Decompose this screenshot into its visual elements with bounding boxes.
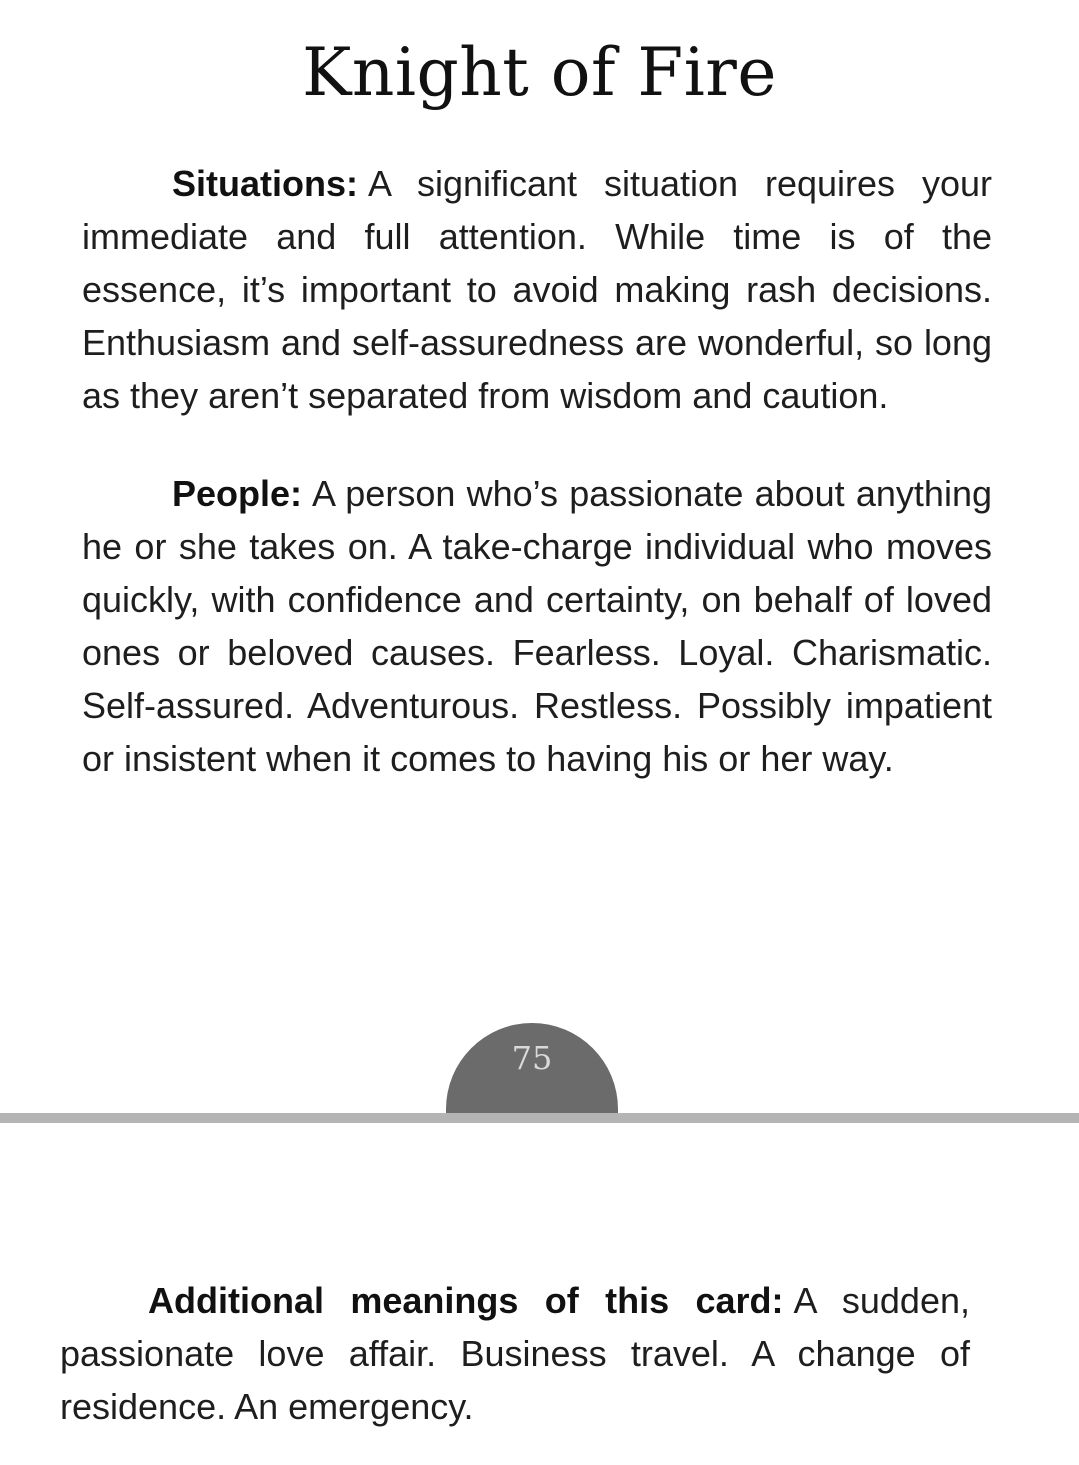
people-text: A person who’s passionate about anything he or she takes on. A take-charge individual who moves quickly, with confidence and certainty, on behalf of loved ones or beloved causes. Fearless. Loyal. Charismatic. Self-assured. Adventurous. Restless. Possibly impatient or insistent when it comes to having his or her way. xyxy=(82,473,992,779)
situations-text: A significant situation requires your immediate and full attention. While time is of the essence, it’s important to avoid making rash decisions. Enthusiasm and self-assuredness are wonderful, so long as they aren’t separated from wisdom and caution. xyxy=(82,163,992,416)
page-divider xyxy=(0,1113,1079,1123)
additional-meanings-label: Additional meanings of this card: xyxy=(148,1280,784,1321)
people-label: People: xyxy=(172,473,303,514)
additional-meanings-text: A sudden, passionate love affair. Business travel. A change of residence. An emergency. xyxy=(60,1280,970,1427)
page-number-tab xyxy=(446,1023,618,1113)
additional-meanings-paragraph xyxy=(60,1274,970,1433)
situations-paragraph xyxy=(82,157,992,422)
situations-label: Situations: xyxy=(172,163,358,204)
people-paragraph xyxy=(82,467,992,785)
card-title: Knight of Fire xyxy=(302,34,777,111)
page-number: 75 xyxy=(511,1039,553,1077)
